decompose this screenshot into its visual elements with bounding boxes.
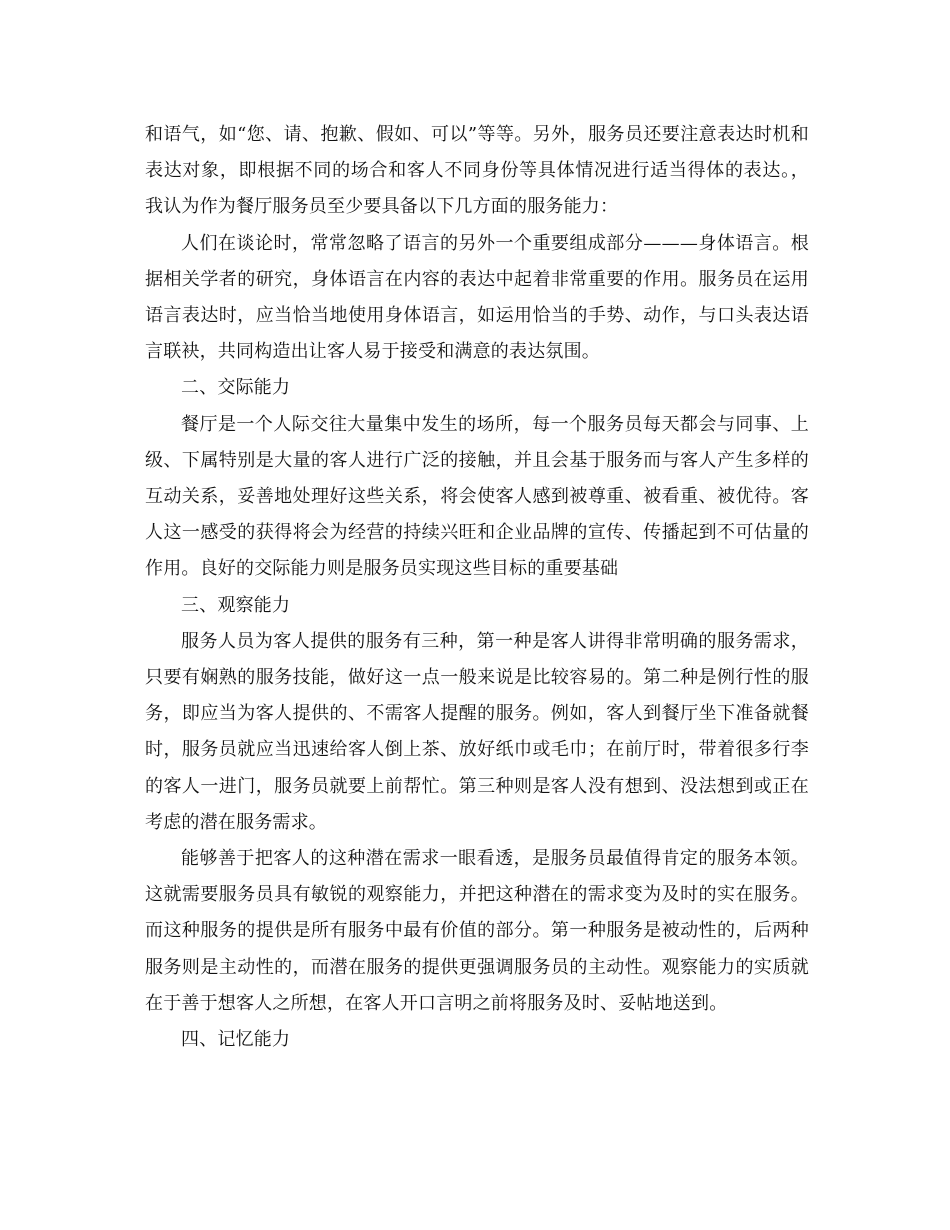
paragraph-communication: 餐厅是一个人际交往大量集中发生的场所，每一个服务员每天都会与同事、上级、下属特别是大量的客人进行广泛的接触，并且会基于服务而与客人产生多样的互动关系，妥善地处理好这些关系，将会使客人感到被尊重、被看重、被优待。客人这一感受的获得将会为经营的持续兴旺和企业品牌的宣传、传播起到不可估量的作用。良好的交际能力则是服务员实现这些目标的重要基础 bbox=[145, 413, 809, 580]
document-body bbox=[145, 117, 809, 1058]
paragraph-observation-2: 能够善于把客人的这种潜在需求一眼看透，是服务员最值得肯定的服务本领。这就需要服务员具有敏锐的观察能力，并把这种潜在的需求变为及时的实在服务。而这种服务的提供是所有服务中最有价值的部分。第一种服务是被动性的，后两种服务则是主动性的，而潜在服务的提供更强调服务员的主动性。观察能力的实质就在于善于想客人之所想，在客人开口言明之前将服务及时、妥帖地送到。 bbox=[145, 848, 809, 1014]
section-heading-memory: 四、记忆能力 bbox=[181, 1029, 291, 1051]
section-heading-observation: 三、观察能力 bbox=[181, 594, 291, 616]
paragraph-1: 和语气，如“您、请、抱歉、假如、可以”等等。另外，服务员还要注意表达时机和表达对象，即根据不同的场合和客人不同身份等具体情况进行适当得体的表达。，我认为作为餐厅服务员至少要具备以下几方面的服务能力： bbox=[145, 124, 809, 218]
paragraph-body-language: 人们在谈论时，常常忽略了语言的另外一个重要组成部分———身体语言。根据相关学者的研究，身体语言在内容的表达中起着非常重要的作用。服务员在运用语言表达时，应当恰当地使用身体语言，如运用恰当的手势、动作，与口头表达语言联袂，共同构造出让客人易于接受和满意的表达氛围。 bbox=[145, 232, 809, 363]
section-heading-communication: 二、交际能力 bbox=[181, 377, 291, 399]
paragraph-observation-1: 服务人员为客人提供的服务有三种，第一种是客人讲得非常明确的服务需求，只要有娴熟的服务技能，做好这一点一般来说是比较容易的。第二种是例行性的服务，即应当为客人提供的、不需客人提醒的服务。例如，客人到餐厅坐下准备就餐时，服务员就应当迅速给客人倒上茶、放好纸巾或毛巾；在前厅时，带着很多行李的客人一进门，服务员就要上前帮忙。第三种则是客人没有想到、没法想到或正在考虑的潜在服务需求。 bbox=[145, 630, 809, 833]
